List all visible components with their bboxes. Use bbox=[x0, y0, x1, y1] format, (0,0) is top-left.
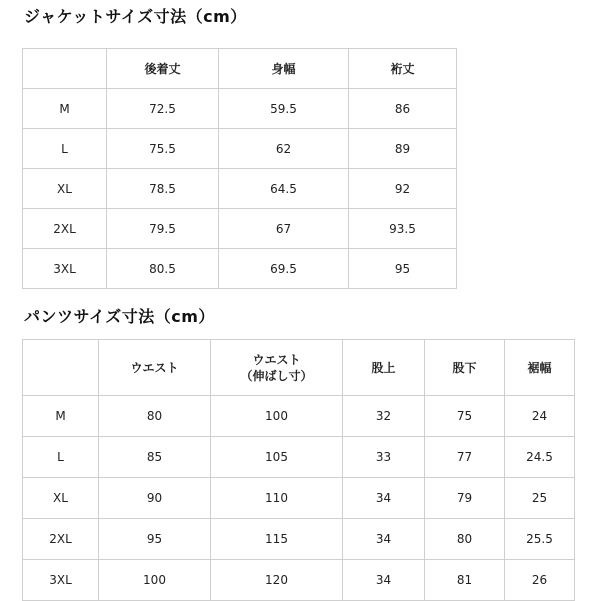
table-cell: 90 bbox=[99, 478, 211, 519]
table-cell: 75 bbox=[425, 396, 505, 437]
size-label: M bbox=[23, 396, 99, 437]
jacket-header-body-width: 身幅 bbox=[219, 49, 349, 89]
table-cell: 93.5 bbox=[349, 209, 457, 249]
table-row bbox=[23, 169, 457, 209]
table-cell: 120 bbox=[211, 560, 343, 601]
table-cell: 95 bbox=[349, 249, 457, 289]
table-cell: 34 bbox=[343, 519, 425, 560]
table-cell: 25.5 bbox=[505, 519, 575, 560]
table-cell: 115 bbox=[211, 519, 343, 560]
table-cell: 100 bbox=[211, 396, 343, 437]
table-cell: 64.5 bbox=[219, 169, 349, 209]
size-label: 3XL bbox=[23, 249, 107, 289]
table-row bbox=[23, 129, 457, 169]
table-cell: 75.5 bbox=[107, 129, 219, 169]
pants-header-row bbox=[23, 340, 575, 396]
pants-header-corner bbox=[23, 340, 99, 396]
jacket-size-table bbox=[22, 48, 457, 289]
pants-size-title: パンツサイズ寸法（cm） bbox=[24, 307, 215, 326]
table-cell: 78.5 bbox=[107, 169, 219, 209]
table-cell: 69.5 bbox=[219, 249, 349, 289]
table-cell: 86 bbox=[349, 89, 457, 129]
table-cell: 72.5 bbox=[107, 89, 219, 129]
table-cell: 89 bbox=[349, 129, 457, 169]
size-label: 2XL bbox=[23, 519, 99, 560]
pants-header-waist-stretched bbox=[211, 340, 343, 396]
table-cell: 80 bbox=[425, 519, 505, 560]
table-row bbox=[23, 209, 457, 249]
table-cell: 105 bbox=[211, 437, 343, 478]
table-cell: 85 bbox=[99, 437, 211, 478]
table-row bbox=[23, 519, 575, 560]
size-label: L bbox=[23, 437, 99, 478]
table-cell: 80.5 bbox=[107, 249, 219, 289]
size-label: 2XL bbox=[23, 209, 107, 249]
pants-header-hem-width: 裾幅 bbox=[505, 340, 575, 396]
jacket-header-back-length: 後着丈 bbox=[107, 49, 219, 89]
table-row bbox=[23, 249, 457, 289]
table-cell: 67 bbox=[219, 209, 349, 249]
table-cell: 59.5 bbox=[219, 89, 349, 129]
table-cell: 24.5 bbox=[505, 437, 575, 478]
jacket-header-sleeve-length: 裄丈 bbox=[349, 49, 457, 89]
jacket-header-corner bbox=[23, 49, 107, 89]
table-cell: 24 bbox=[505, 396, 575, 437]
table-cell: 32 bbox=[343, 396, 425, 437]
table-row bbox=[23, 437, 575, 478]
table-cell: 100 bbox=[99, 560, 211, 601]
table-row bbox=[23, 478, 575, 519]
table-cell: 81 bbox=[425, 560, 505, 601]
size-label: M bbox=[23, 89, 107, 129]
pants-size-table bbox=[22, 339, 575, 601]
size-label: 3XL bbox=[23, 560, 99, 601]
table-row bbox=[23, 89, 457, 129]
table-cell: 25 bbox=[505, 478, 575, 519]
table-cell: 62 bbox=[219, 129, 349, 169]
table-cell: 77 bbox=[425, 437, 505, 478]
table-cell: 26 bbox=[505, 560, 575, 601]
table-cell: 92 bbox=[349, 169, 457, 209]
pants-header-rise: 股上 bbox=[343, 340, 425, 396]
size-label: XL bbox=[23, 169, 107, 209]
size-label: L bbox=[23, 129, 107, 169]
pants-header-waist: ウエスト bbox=[99, 340, 211, 396]
table-row bbox=[23, 396, 575, 437]
jacket-size-title: ジャケットサイズ寸法（cm） bbox=[24, 7, 247, 26]
table-cell: 80 bbox=[99, 396, 211, 437]
table-row bbox=[23, 560, 575, 601]
table-cell: 79.5 bbox=[107, 209, 219, 249]
table-cell: 110 bbox=[211, 478, 343, 519]
pants-header-inseam: 股下 bbox=[425, 340, 505, 396]
table-cell: 33 bbox=[343, 437, 425, 478]
jacket-header-row bbox=[23, 49, 457, 89]
size-label: XL bbox=[23, 478, 99, 519]
table-cell: 34 bbox=[343, 478, 425, 519]
table-cell: 79 bbox=[425, 478, 505, 519]
table-cell: 34 bbox=[343, 560, 425, 601]
pants-header-waist-stretched-sub: （伸ばし寸） bbox=[240, 368, 313, 383]
table-cell: 95 bbox=[99, 519, 211, 560]
pants-header-waist-stretched-main: ウエスト bbox=[252, 352, 301, 367]
